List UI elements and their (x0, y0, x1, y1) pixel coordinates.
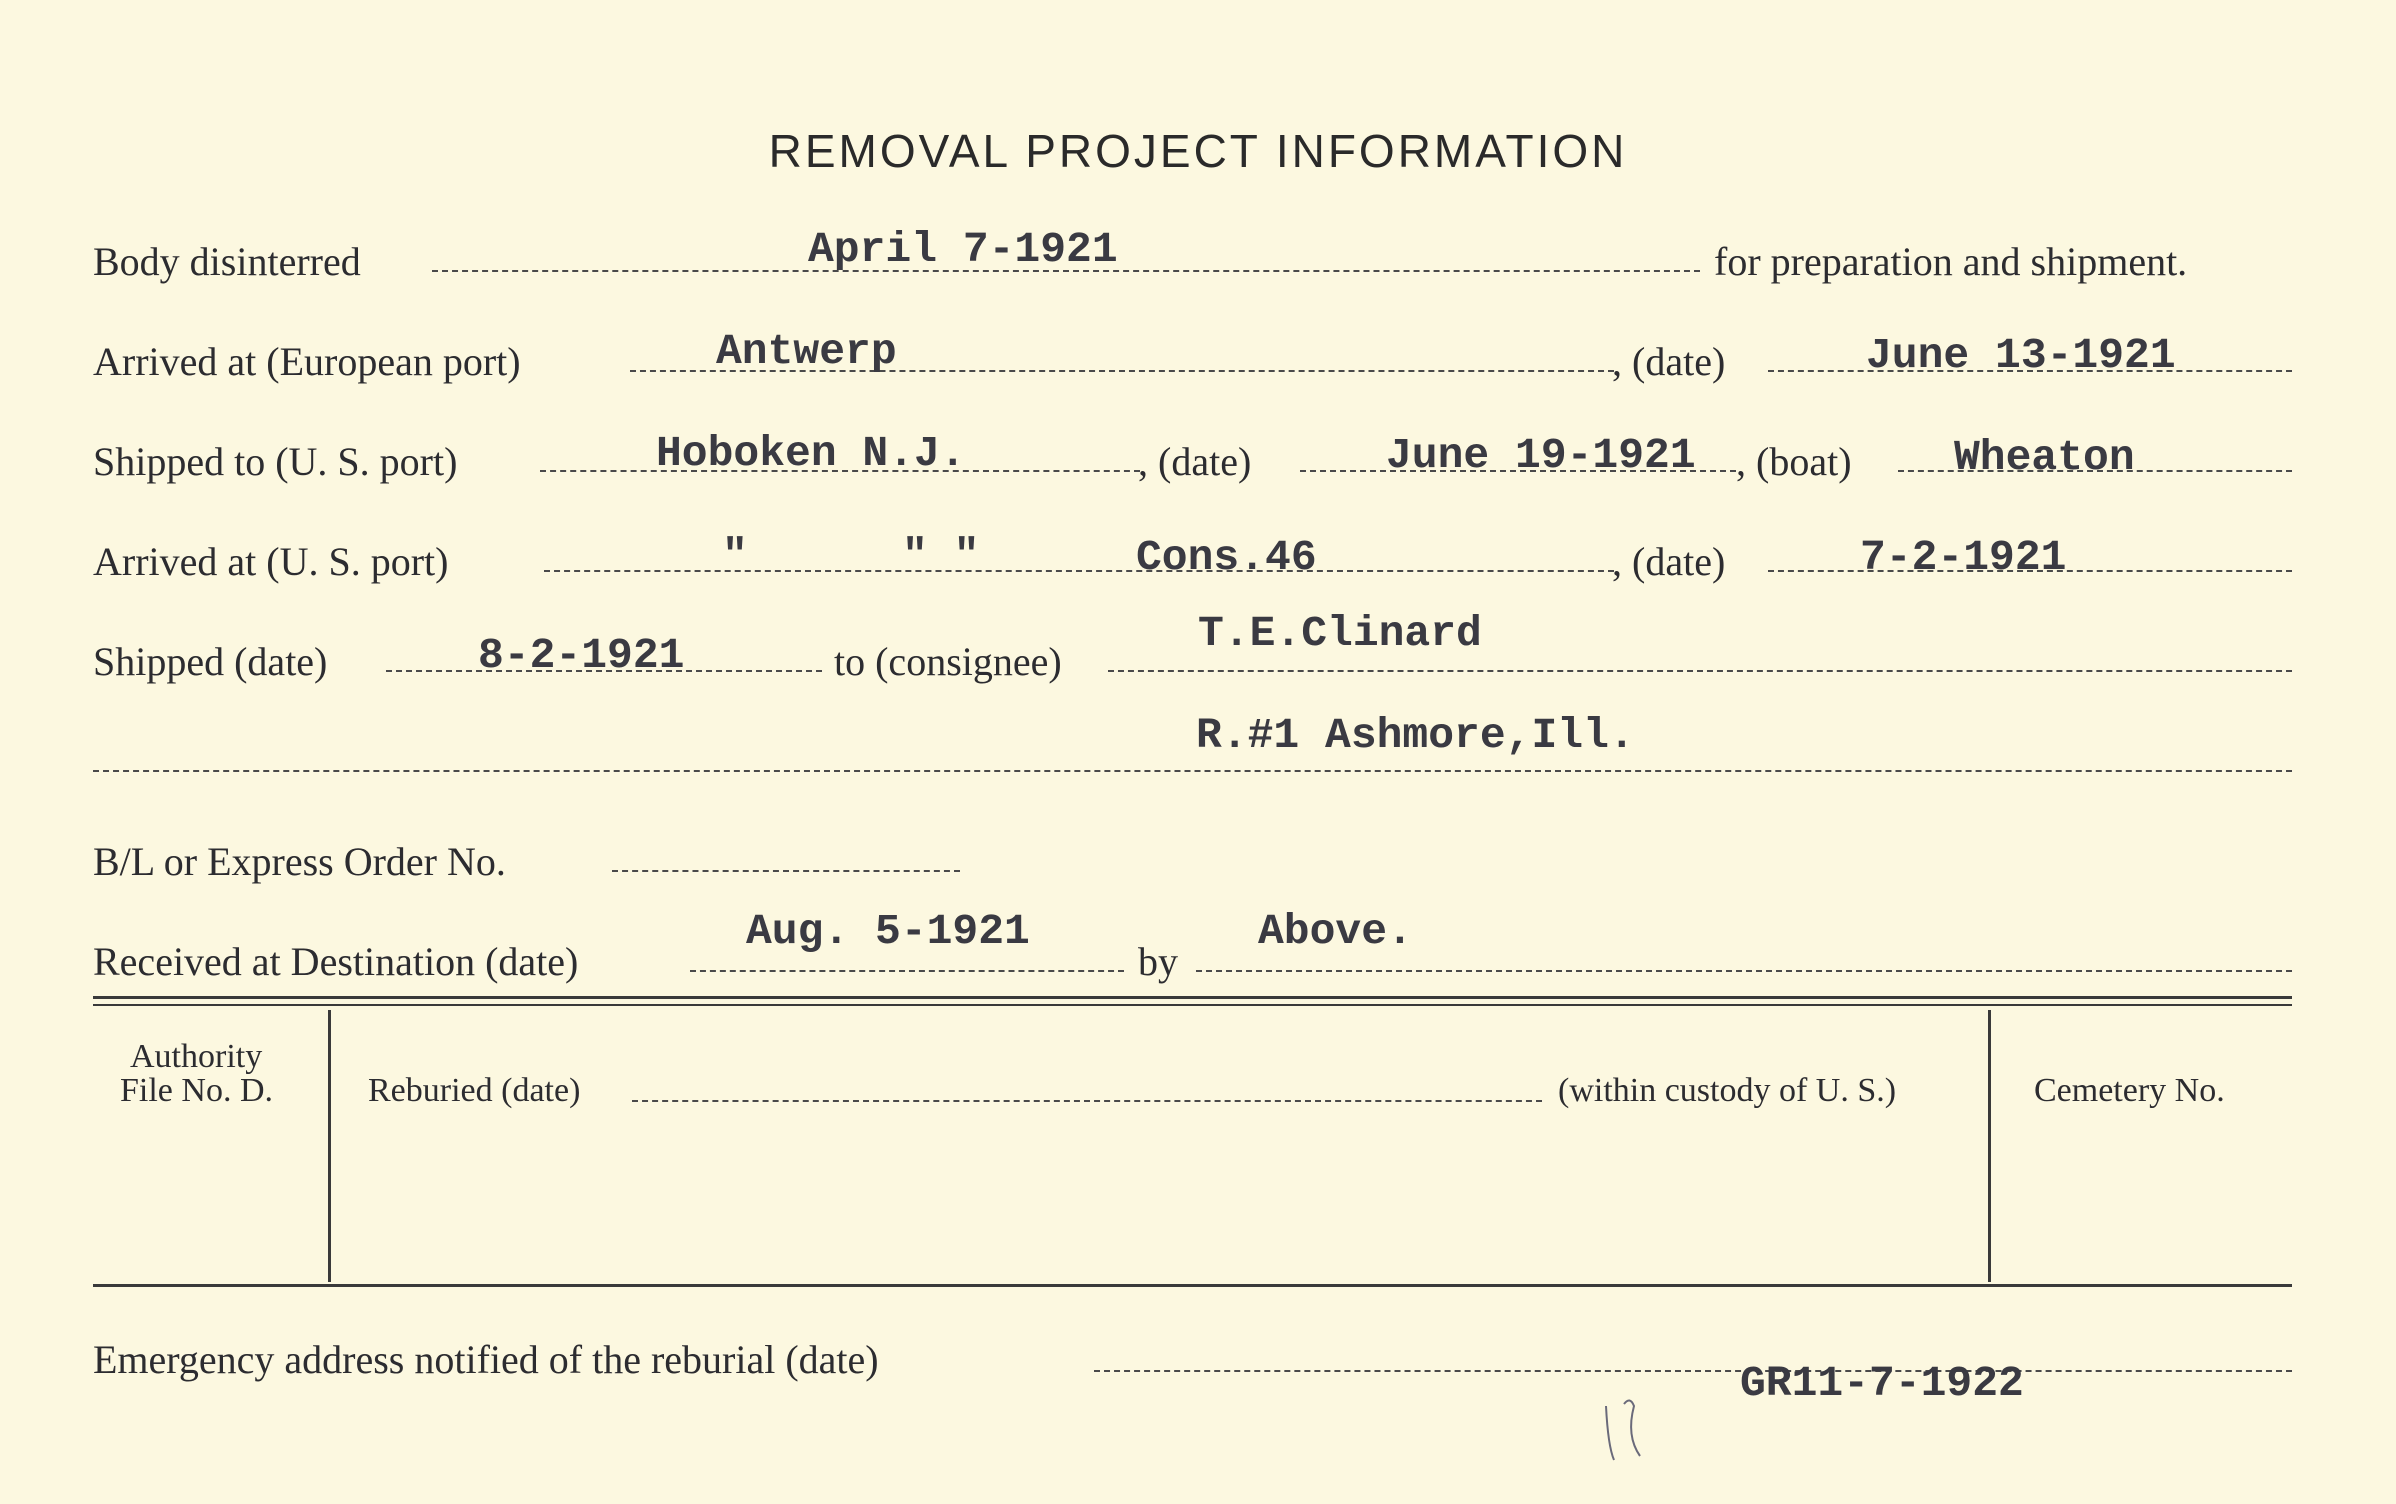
table-bottom-rule (93, 1284, 2292, 1287)
divider-authority (328, 1010, 331, 1282)
label-cemetery-no: Cemetery No. (2034, 1072, 2225, 1109)
label-date-1: , (date) (1612, 339, 1726, 384)
label-file-no: File No. D. (120, 1072, 273, 1109)
label-for-preparation: for preparation and shipment. (1714, 239, 2188, 284)
value-us-port: Hoboken N.J. (656, 429, 966, 478)
label-authority: Authority (130, 1038, 263, 1075)
label-to-consignee: to (consignee) (834, 639, 1062, 684)
label-emergency-address: Emergency address notified of the reburial (date) (93, 1337, 879, 1382)
value-consignee-address: R.#1 Ashmore,Ill. (1196, 711, 1635, 760)
value-received-by: Above. (1258, 907, 1413, 956)
label-arrived-european-port: Arrived at (European port) (93, 339, 521, 384)
value-ditto-2: " " (902, 531, 980, 580)
value-disinterred-date: April 7-1921 (808, 225, 1118, 274)
label-by: by (1138, 939, 1178, 984)
double-rule-top (93, 996, 2292, 999)
value-us-shipped-date: June 19-1921 (1386, 431, 1696, 480)
dotted-line-consignee-address (93, 770, 2292, 772)
dotted-line-bl-express (612, 870, 960, 872)
value-emergency-date: GR11-7-1922 (1740, 1359, 2024, 1408)
value-cons: Cons.46 (1136, 533, 1317, 582)
card-title: REMOVAL PROJECT INFORMATION (768, 125, 1628, 177)
dotted-line-arrived-us (544, 570, 1614, 572)
pencil-mark (1596, 1386, 1666, 1466)
label-reburied-date: Reburied (date) (368, 1072, 581, 1109)
dotted-line-received-date (690, 970, 1124, 972)
label-date-2: , (date) (1138, 439, 1252, 484)
label-arrived-us-port: Arrived at (U. S. port) (93, 539, 449, 584)
value-european-arrival-date: June 13-1921 (1866, 331, 2176, 380)
value-received-date: Aug. 5-1921 (746, 907, 1030, 956)
value-us-arrival-date: 7-2-1921 (1860, 533, 2067, 582)
value-ditto-1: " (722, 531, 748, 580)
label-shipped-to-us-port: Shipped to (U. S. port) (93, 439, 458, 484)
value-consignee-name: T.E.Clinard (1198, 609, 1482, 658)
dotted-line-emergency (1094, 1370, 2292, 1372)
label-date-3: , (date) (1612, 539, 1726, 584)
dotted-line-received-by (1196, 970, 2292, 972)
label-within-custody: (within custody of U. S.) (1558, 1072, 1897, 1109)
label-body-disinterred: Body disinterred (93, 239, 361, 284)
label-received-destination: Received at Destination (date) (93, 939, 579, 984)
label-bl-express-order: B/L or Express Order No. (93, 839, 506, 884)
label-shipped-date: Shipped (date) (93, 639, 328, 684)
value-boat: Wheaton (1954, 433, 2135, 482)
dotted-line-consignee (1108, 670, 2292, 672)
value-shipped-date: 8-2-1921 (478, 631, 685, 680)
label-boat: , (boat) (1736, 439, 1852, 484)
value-european-port: Antwerp (716, 327, 897, 376)
dotted-line-reburied (632, 1100, 1542, 1102)
double-rule-bottom (93, 1004, 2292, 1006)
divider-cemetery (1988, 1010, 1991, 1282)
